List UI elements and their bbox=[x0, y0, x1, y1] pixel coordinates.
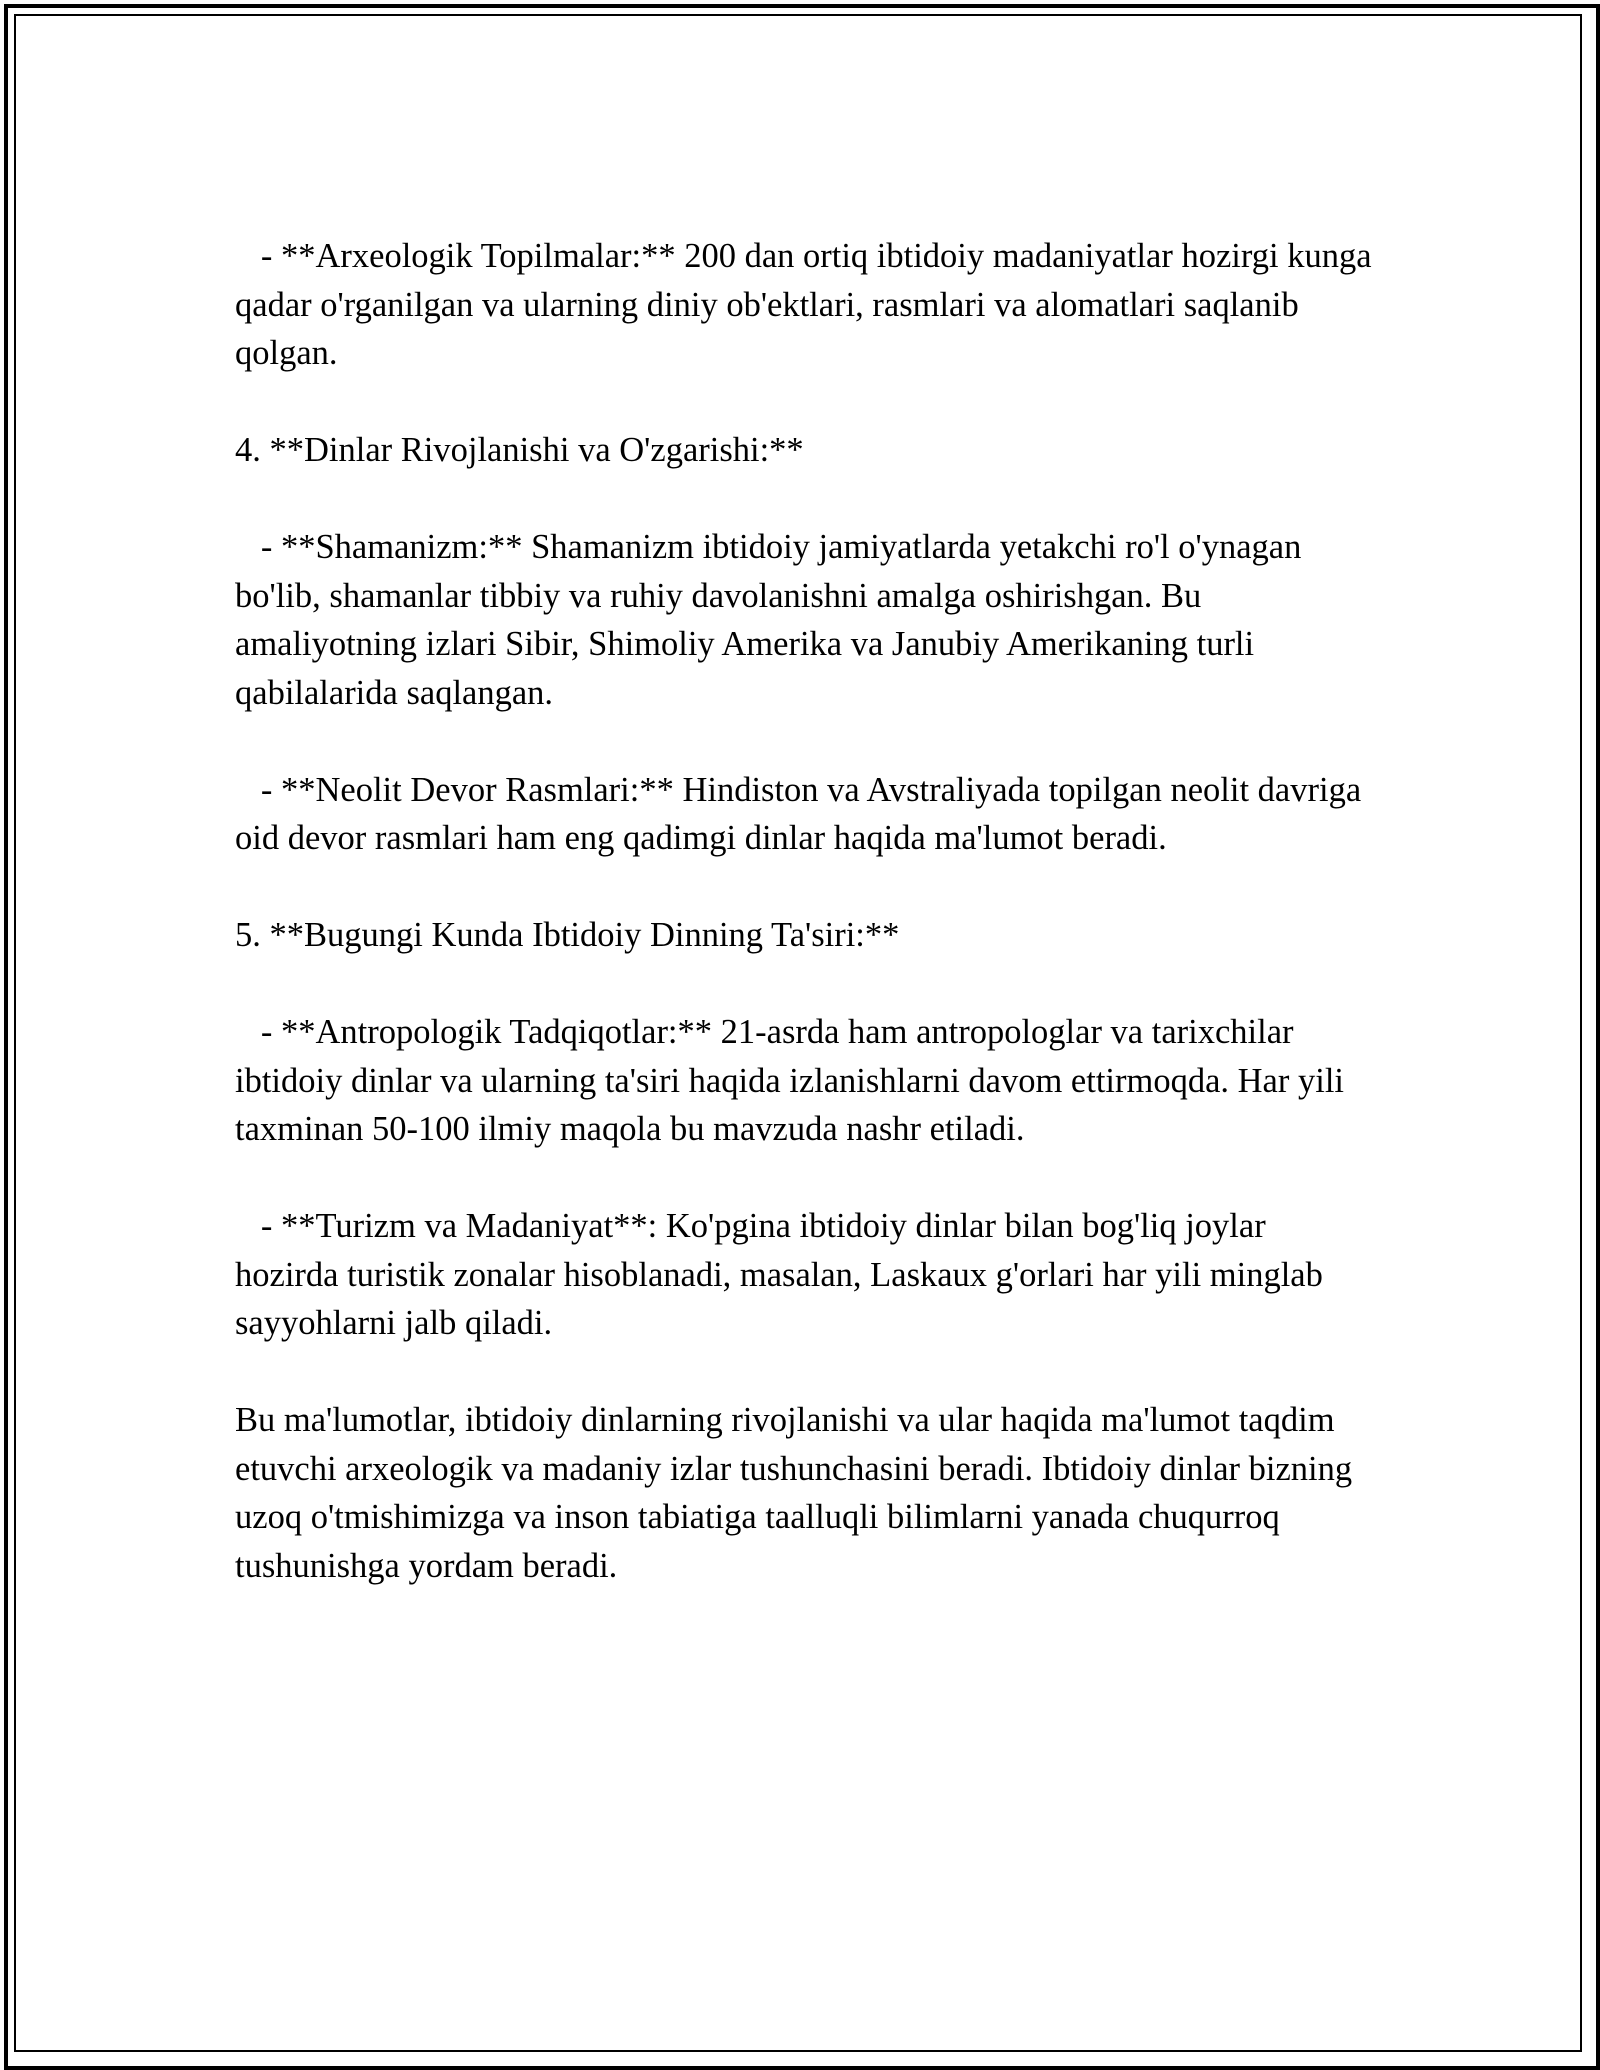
heading-bugungi-kunda: 5. **Bugungi Kunda Ibtidoiy Dinning Ta'siri:** bbox=[235, 916, 900, 954]
document-body bbox=[235, 232, 1381, 1590]
paragraph-shamanizm: - **Shamanizm:** Shamanizm ibtidoiy jamiyatlarda yetakchi ro'l o'ynagan bo'lib, shamanlar tibbiy va ruhiy davolanishni amalga oshirishgan. Bu amaliyotning izlari Sibir, Shimoliy Amerika va Janubiy Amerikaning turli qabilalarida saqlangan. bbox=[235, 528, 1310, 712]
paragraph-neolit-devor-rasmlari: - **Neolit Devor Rasmlari:** Hindiston va Avstraliyada topilgan neolit davriga oid devor rasmlari ham eng qadimgi dinlar haqida ma'lumot beradi. bbox=[235, 770, 1370, 857]
paragraph-arxeologik-topilmalar: - **Arxeologik Topilmalar:** 200 dan ortiq ibtidoiy madaniyatlar hozirgi kunga qadar o'rganilgan va ularning diniy ob'ektlari, rasmlari va alomatlari saqlanib qolgan. bbox=[235, 237, 1381, 372]
paragraph-turizm-va-madaniyat: - **Turizm va Madaniyat**: Ko'pgina ibtidoiy dinlar bilan bog'liq joylar hozirda turistik zonalar hisoblanadi, masalan, Laskaux g'orlari har yili minglab sayyohlarni jalb qiladi. bbox=[235, 1207, 1332, 1342]
heading-dinlar-rivojlanishi: 4. **Dinlar Rivojlanishi va O'zgarishi:** bbox=[235, 431, 804, 469]
paragraph-conclusion: Bu ma'lumotlar, ibtidoiy dinlarning rivojlanishi va ular haqida ma'lumot taqdim etuvchi arxeologik va madaniy izlar tushunchasini beradi. Ibtidoiy dinlar bizning uzoq o'tmishimizga va inson tabiatiga taalluqli bilimlarni yanada chuqurroq tushunishga yordam beradi. bbox=[235, 1401, 1361, 1585]
paragraph-antropologik-tadqiqotlar: - **Antropologik Tadqiqotlar:** 21-asrda ham antropologlar va tarixchilar ibtidoiy dinlar va ularning ta'siri haqida izlanishlarni davom ettirmoqda. Har yili taxminan 50-100 ilmiy maqola bu mavzuda nashr etiladi. bbox=[235, 1013, 1353, 1148]
